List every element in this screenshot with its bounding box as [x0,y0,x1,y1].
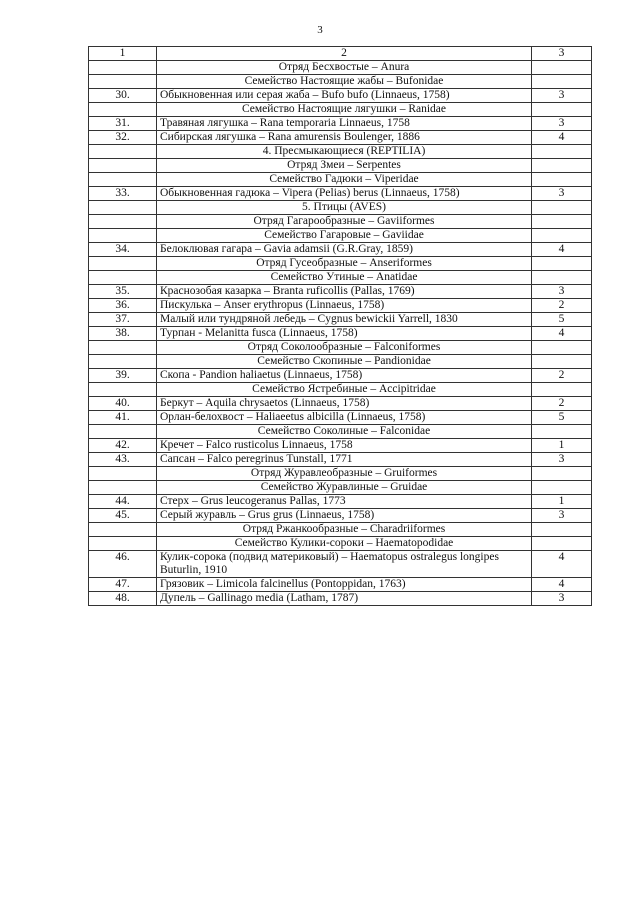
table-header-row [89,47,592,61]
section-heading-row [89,215,592,229]
section-heading-row [89,103,592,117]
empty-cell [532,537,592,551]
section-heading: Семейство Настоящие жабы – Bufonidae [157,75,532,89]
section-heading-row [89,75,592,89]
empty-cell [89,523,157,537]
empty-cell [89,103,157,117]
empty-cell [532,257,592,271]
empty-cell [89,355,157,369]
species-name: Малый или тундряной лебедь – Cygnus bewickii Yarrell, 1830 [157,313,532,327]
section-heading-row [89,61,592,75]
species-status: 3 [532,453,592,467]
species-row [89,509,592,523]
section-heading-row [89,159,592,173]
section-heading-row [89,523,592,537]
species-status: 4 [532,243,592,257]
species-row [89,592,592,606]
empty-cell [532,355,592,369]
species-row [89,117,592,131]
section-heading: Отряд Гагарообразные – Gaviiformes [157,215,532,229]
section-heading-row [89,481,592,495]
species-number: 41. [89,411,157,425]
species-number: 46. [89,551,157,578]
species-number: 35. [89,285,157,299]
empty-cell [532,215,592,229]
species-name: Краснозобая казарка – Branta ruficollis (Pallas, 1769) [157,285,532,299]
section-heading: Семейство Соколиные – Falconidae [157,425,532,439]
species-name: Сибирская лягушка – Rana amurensis Boulenger, 1886 [157,131,532,145]
species-name: Грязовик – Limicola falcinellus (Pontoppidan, 1763) [157,578,532,592]
species-name: Сапсан – Falco peregrinus Tunstall, 1771 [157,453,532,467]
section-heading: Семейство Скопиные – Pandionidae [157,355,532,369]
empty-cell [89,145,157,159]
species-status: 3 [532,509,592,523]
species-row [89,131,592,145]
section-heading-row [89,271,592,285]
section-heading: Отряд Соколообразные – Falconiformes [157,341,532,355]
species-row [89,327,592,341]
species-status: 1 [532,439,592,453]
species-name: Травяная лягушка – Rana temporaria Linnaeus, 1758 [157,117,532,131]
empty-cell [532,341,592,355]
empty-cell [89,215,157,229]
section-heading: Семейство Журавлиные – Gruidae [157,481,532,495]
species-status: 4 [532,131,592,145]
section-heading-row [89,257,592,271]
section-heading-row [89,355,592,369]
species-number: 36. [89,299,157,313]
section-heading-row [89,425,592,439]
species-name: Дупель – Gallinago media (Latham, 1787) [157,592,532,606]
species-number: 42. [89,439,157,453]
species-name: Беркут – Aquila chrysaetos (Linnaeus, 1758) [157,397,532,411]
species-name: Кречет – Falco rusticolus Linnaeus, 1758 [157,439,532,453]
empty-cell [89,481,157,495]
species-status: 2 [532,369,592,383]
column-header-name: 2 [157,47,532,61]
empty-cell [532,383,592,397]
section-heading: Отряд Змеи – Serpentes [157,159,532,173]
empty-cell [532,467,592,481]
empty-cell [89,75,157,89]
empty-cell [532,229,592,243]
section-heading-row [89,145,592,159]
empty-cell [89,425,157,439]
section-heading-row [89,173,592,187]
species-number: 44. [89,495,157,509]
empty-cell [89,61,157,75]
empty-cell [532,75,592,89]
species-number: 39. [89,369,157,383]
section-heading: Семейство Настоящие лягушки – Ranidae [157,103,532,117]
section-heading: Отряд Журавлеобразные – Gruiformes [157,467,532,481]
empty-cell [89,271,157,285]
table-body [89,47,592,606]
species-number: 33. [89,187,157,201]
species-status: 2 [532,397,592,411]
species-name: Турпан - Melanitta fusca (Linnaeus, 1758) [157,327,532,341]
species-name: Орлан-белохвост – Haliaeetus albicilla (Linnaeus, 1758) [157,411,532,425]
species-row [89,453,592,467]
species-number: 38. [89,327,157,341]
species-row [89,89,592,103]
empty-cell [532,201,592,215]
empty-cell [532,61,592,75]
section-heading-row [89,229,592,243]
species-name: Обыкновенная или серая жаба – Bufo bufo (Linnaeus, 1758) [157,89,532,103]
species-status: 4 [532,327,592,341]
section-heading-row [89,341,592,355]
column-header-status: 3 [532,47,592,61]
empty-cell [89,537,157,551]
species-number: 37. [89,313,157,327]
species-row [89,439,592,453]
empty-cell [89,257,157,271]
species-name: Обыкновенная гадюка – Vipera (Pelias) berus (Linnaeus, 1758) [157,187,532,201]
species-number: 31. [89,117,157,131]
section-heading: Семейство Гагаровые – Gaviidae [157,229,532,243]
species-number: 48. [89,592,157,606]
section-heading: Семейство Гадюки – Viperidae [157,173,532,187]
species-status: 4 [532,551,592,578]
empty-cell [532,103,592,117]
empty-cell [89,383,157,397]
empty-cell [89,341,157,355]
species-row [89,187,592,201]
species-name: Скопа - Pandion haliaetus (Linnaeus, 1758) [157,369,532,383]
species-name: Стерх – Grus leucogeranus Pallas, 1773 [157,495,532,509]
species-number: 43. [89,453,157,467]
section-heading-row [89,383,592,397]
section-heading-row [89,467,592,481]
species-status: 5 [532,411,592,425]
section-heading: Отряд Бесхвостые – Anura [157,61,532,75]
column-header-number: 1 [89,47,157,61]
species-status: 3 [532,187,592,201]
species-number: 32. [89,131,157,145]
species-row [89,299,592,313]
empty-cell [89,201,157,215]
empty-cell [89,159,157,173]
section-heading-row [89,201,592,215]
empty-cell [89,229,157,243]
species-row [89,495,592,509]
empty-cell [532,481,592,495]
species-status: 2 [532,299,592,313]
page-number: 3 [317,24,323,36]
species-number: 30. [89,89,157,103]
empty-cell [532,159,592,173]
species-table [88,46,592,606]
section-heading: Семейство Ястребиные – Accipitridae [157,383,532,397]
species-name: Пискулька – Anser erythropus (Linnaeus, 1758) [157,299,532,313]
section-heading-row [89,537,592,551]
species-status: 1 [532,495,592,509]
species-row [89,551,592,578]
species-status: 3 [532,89,592,103]
section-heading: 4. Пресмыкающиеся (REPTILIA) [157,145,532,159]
species-name: Белоклювая гагара – Gavia adamsii (G.R.Gray, 1859) [157,243,532,257]
empty-cell [532,523,592,537]
species-row [89,243,592,257]
section-heading: Отряд Ржанкообразные – Charadriiformes [157,523,532,537]
species-name: Серый журавль – Grus grus (Linnaeus, 1758) [157,509,532,523]
species-row [89,313,592,327]
species-row [89,578,592,592]
species-number: 45. [89,509,157,523]
species-status: 5 [532,313,592,327]
species-status: 4 [532,578,592,592]
species-number: 34. [89,243,157,257]
section-heading: Семейство Кулики-сороки – Haematopodidae [157,537,532,551]
species-status: 3 [532,117,592,131]
species-row [89,369,592,383]
species-row [89,285,592,299]
species-row [89,397,592,411]
empty-cell [532,271,592,285]
empty-cell [532,145,592,159]
species-status: 3 [532,285,592,299]
section-heading: Семейство Утиные – Anatidae [157,271,532,285]
empty-cell [89,173,157,187]
species-row [89,411,592,425]
species-number: 47. [89,578,157,592]
empty-cell [532,173,592,187]
species-name: Кулик-сорока (подвид материковый) – Haematopus ostralegus longipes Buturlin, 1910 [157,551,532,578]
species-status: 3 [532,592,592,606]
section-heading: 5. Птицы (AVES) [157,201,532,215]
species-number: 40. [89,397,157,411]
empty-cell [89,467,157,481]
section-heading: Отряд Гусеобразные – Anseriformes [157,257,532,271]
empty-cell [532,425,592,439]
